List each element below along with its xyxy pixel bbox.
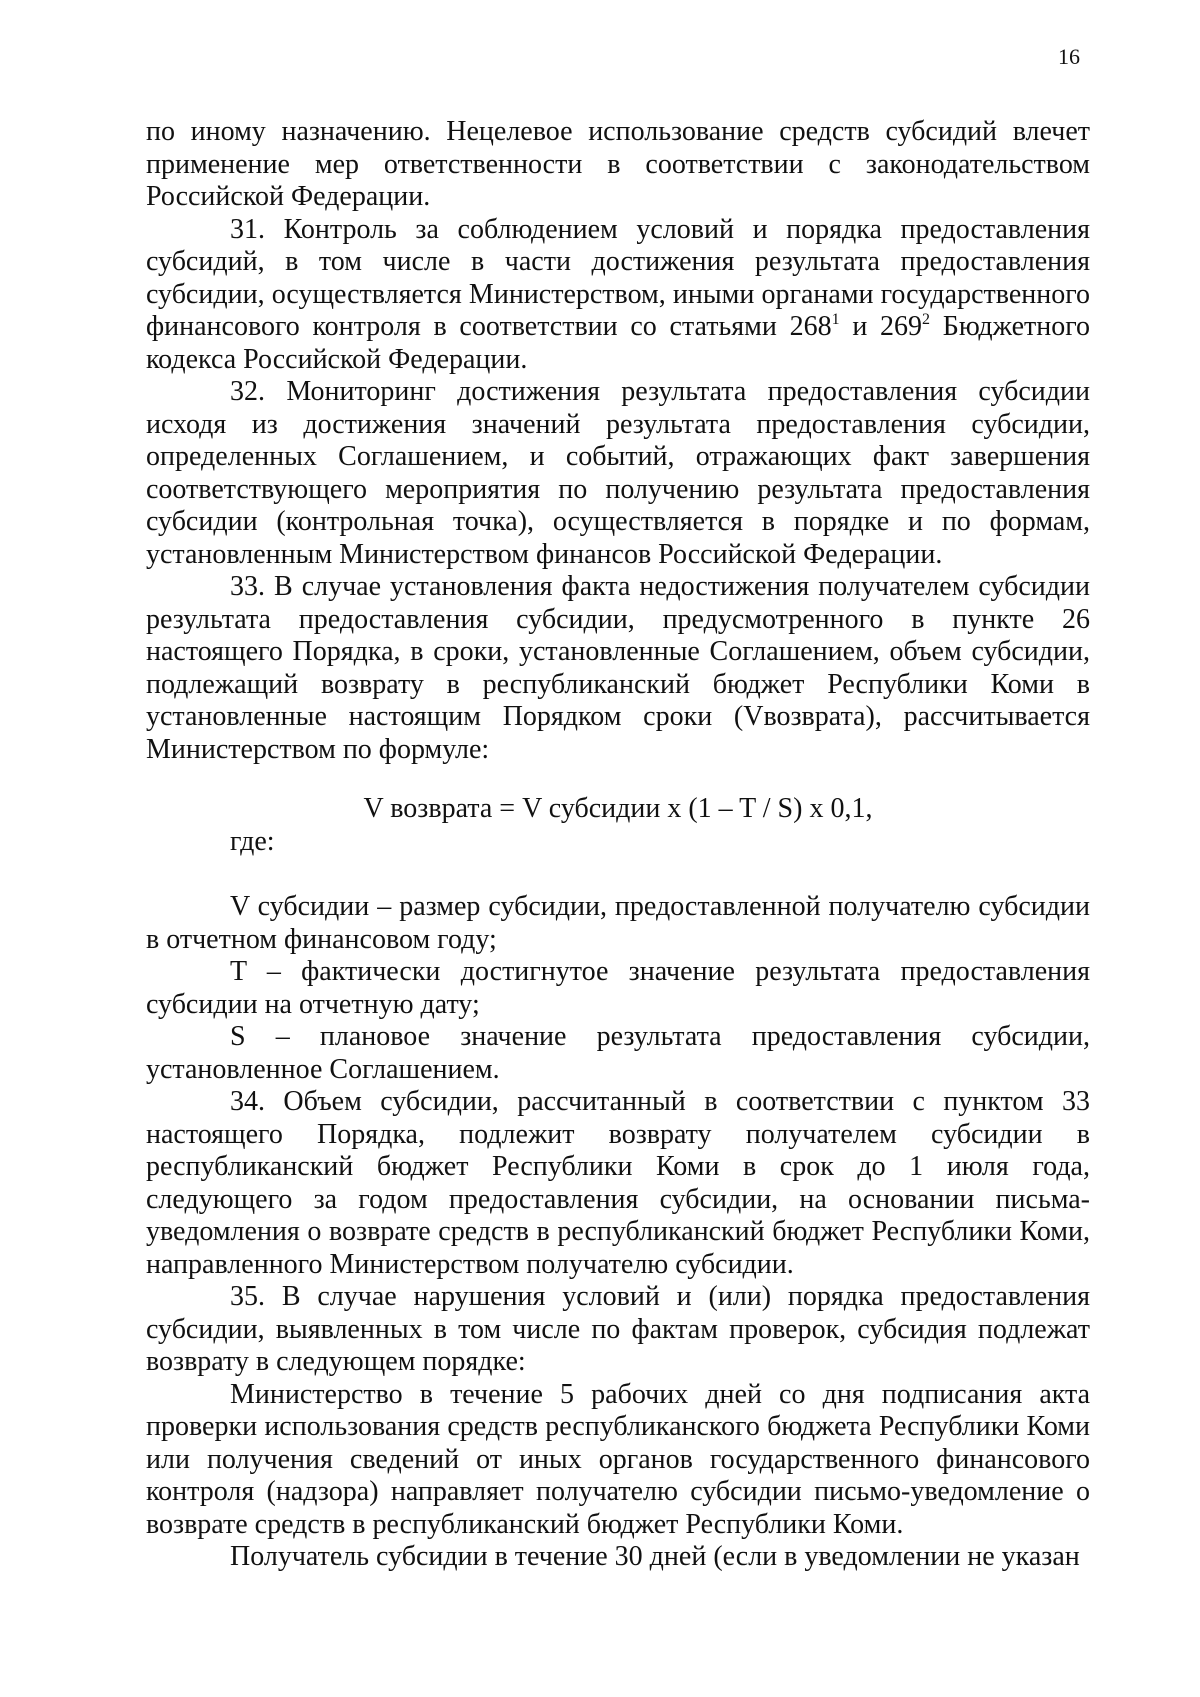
superscript-2: 2 bbox=[922, 311, 931, 328]
paragraph-continuation: по иному назначению. Нецелевое использование средств субсидий влечет применение мер ответственности в соответствии с законодательством Российской Федерации. bbox=[146, 116, 1090, 212]
paragraph-35-ministry: Министерство в течение 5 рабочих дней со дня подписания акта проверки использования средств республиканского бюджета Республики Коми или получения сведений от иных органов государственного финансового контроля (надзора) направляет получателю субсидии письмо-уведомление о возврате средств в республиканский бюджет Республики Коми. bbox=[146, 1378, 1090, 1540]
paragraph-35: 35. В случае нарушения условий и (или) порядка предоставления субсидии, выявленных в том числе по фактам проверок, субсидия подлежат возврату в следующем порядке: bbox=[146, 1281, 1090, 1377]
paragraph-35-recipient: Получатель субсидии в течение 30 дней (если в уведомлении не указан bbox=[230, 1541, 1080, 1572]
page-number: 16 bbox=[1058, 44, 1080, 69]
paragraph-31 bbox=[146, 214, 1090, 377]
formula: V возврата = V субсидии x (1 – T / S) x 0,1, bbox=[363, 793, 873, 824]
definition-s: S – плановое значение результата предоставления субсидии, установленное Соглашением. bbox=[146, 1021, 1090, 1085]
paragraph-31-text-b: и 269 bbox=[839, 311, 923, 342]
document-body bbox=[146, 116, 1090, 1574]
superscript-1: 1 bbox=[831, 311, 840, 328]
paragraph-33: 33. В случае установления факта недостижения получателем субсидии результата предоставления субсидии, предусмотренного в пункте 26 настоящего Порядка, в сроки, установленные Соглашением, объем субсидии, подлежащий возврату в республиканский бюджет Республики Коми в установленные настоящим Порядком сроки (Vвозврата), рассчитывается Министерством по формуле: bbox=[146, 571, 1090, 765]
paragraph-34: 34. Объем субсидии, рассчитанный в соответствии с пунктом 33 настоящего Порядка, подлежит возврату получателем субсидии в республиканский бюджет Республики Коми в срок до 1 июля года, следующего за годом предоставления субсидии, на основании письма-уведомления о возврате средств в республиканский бюджет Республики Коми, направленного Министерством получателю субсидии. bbox=[146, 1086, 1090, 1280]
formula-where-label: где: bbox=[230, 825, 275, 857]
paragraph-32: 32. Мониторинг достижения результата предоставления субсидии исходя из достижения значений результата предоставления субсидии, определенных Соглашением, и событий, отражающих факт завершения соответствующего мероприятия по получению результата предоставления субсидии (контрольная точка), осуществляется в порядке и по формам, установленным Министерством финансов Российской Федерации. bbox=[146, 376, 1090, 570]
paragraph-31-text-c: Бюджетного кодекса Российской Федерации. bbox=[146, 311, 1091, 375]
definition-t: T – фактически достигнутое значение результата предоставления субсидии на отчетную дату; bbox=[146, 956, 1090, 1020]
definition-v-subsidy: V субсидии – размер субсидии, предоставленной получателю субсидии в отчетном финансовом году; bbox=[146, 891, 1090, 955]
paragraph-31-text-a: 31. Контроль за соблюдением условий и порядка предоставления субсидий, в том числе в части достижения результата предоставления субсидии, осуществляется Министерством, иными органами государственного финансового контроля в соответствии со статьями 268 bbox=[146, 213, 1090, 342]
